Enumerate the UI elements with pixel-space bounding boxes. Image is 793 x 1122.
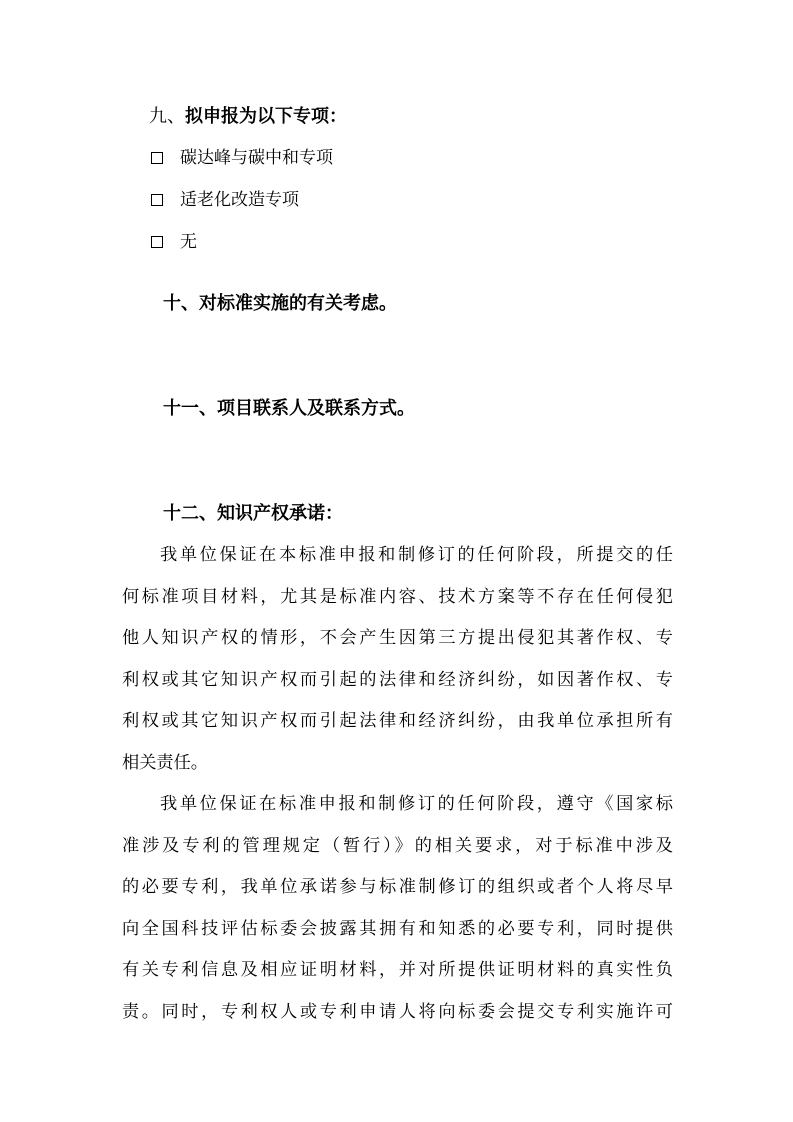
section-12-heading	[163, 503, 343, 525]
paragraph-2-line: 准涉及专利的管理规定（暂行）》的相关要求，对于标准中涉及	[122, 836, 673, 856]
paragraph-1-line: 利权或其它知识产权而引起法律和经济纠纷，由我单位承担所有	[122, 711, 673, 731]
paragraph-1-line: 利权或其它知识产权而引起的法律和经济纠纷，如因著作权、专	[122, 670, 673, 690]
section-number: 九、	[149, 106, 185, 127]
section-title: 项目联系人及联系方式。	[217, 398, 415, 419]
paragraph-1-line: 我单位保证在本标准申报和制修订的任何阶段，所提交的任	[160, 545, 673, 565]
paragraph-2-line: 我单位保证在标准申报和制修订的任何阶段，遵守《国家标	[160, 794, 673, 814]
section-number: 十一、	[163, 398, 217, 419]
paragraph-1-line: 相关责任。	[122, 753, 208, 773]
paragraph-2-line: 有关专利信息及相应证明材料，并对所提供证明材料的真实性负	[122, 960, 673, 980]
checkbox-icon[interactable]	[151, 152, 163, 164]
option-none[interactable]	[151, 231, 197, 253]
section-number: 十、	[163, 293, 199, 314]
section-number: 十二、	[163, 503, 217, 524]
section-title: 知识产权承诺：	[217, 503, 343, 524]
option-label: 碳达峰与碳中和专项	[180, 148, 333, 168]
checkbox-icon[interactable]	[151, 194, 163, 206]
checkbox-icon[interactable]	[151, 236, 163, 248]
option-carbon[interactable]	[151, 147, 333, 169]
option-label: 适老化改造专项	[180, 190, 299, 210]
paragraph-2-line: 的必要专利，我单位承诺参与标准制修订的组织或者个人将尽早	[122, 877, 673, 897]
option-aging[interactable]	[151, 189, 299, 211]
paragraph-2-line: 向全国科技评估标委会披露其拥有和知悉的必要专利，同时提供	[122, 919, 673, 939]
option-label: 无	[180, 232, 197, 252]
section-title: 拟申报为以下专项：	[185, 106, 347, 127]
section-10-heading	[163, 293, 397, 315]
section-title: 对标准实施的有关考虑。	[199, 293, 397, 314]
section-9-heading	[149, 106, 347, 128]
paragraph-1-line: 他人知识产权的情形，不会产生因第三方提出侵犯其著作权、专	[122, 628, 673, 648]
paragraph-2-line: 责。同时，专利权人或专利申请人将向标委会提交专利实施许可	[122, 1002, 673, 1022]
paragraph-1-line: 何标准项目材料，尤其是标准内容、技术方案等不存在任何侵犯	[122, 587, 673, 607]
section-11-heading	[163, 398, 415, 420]
